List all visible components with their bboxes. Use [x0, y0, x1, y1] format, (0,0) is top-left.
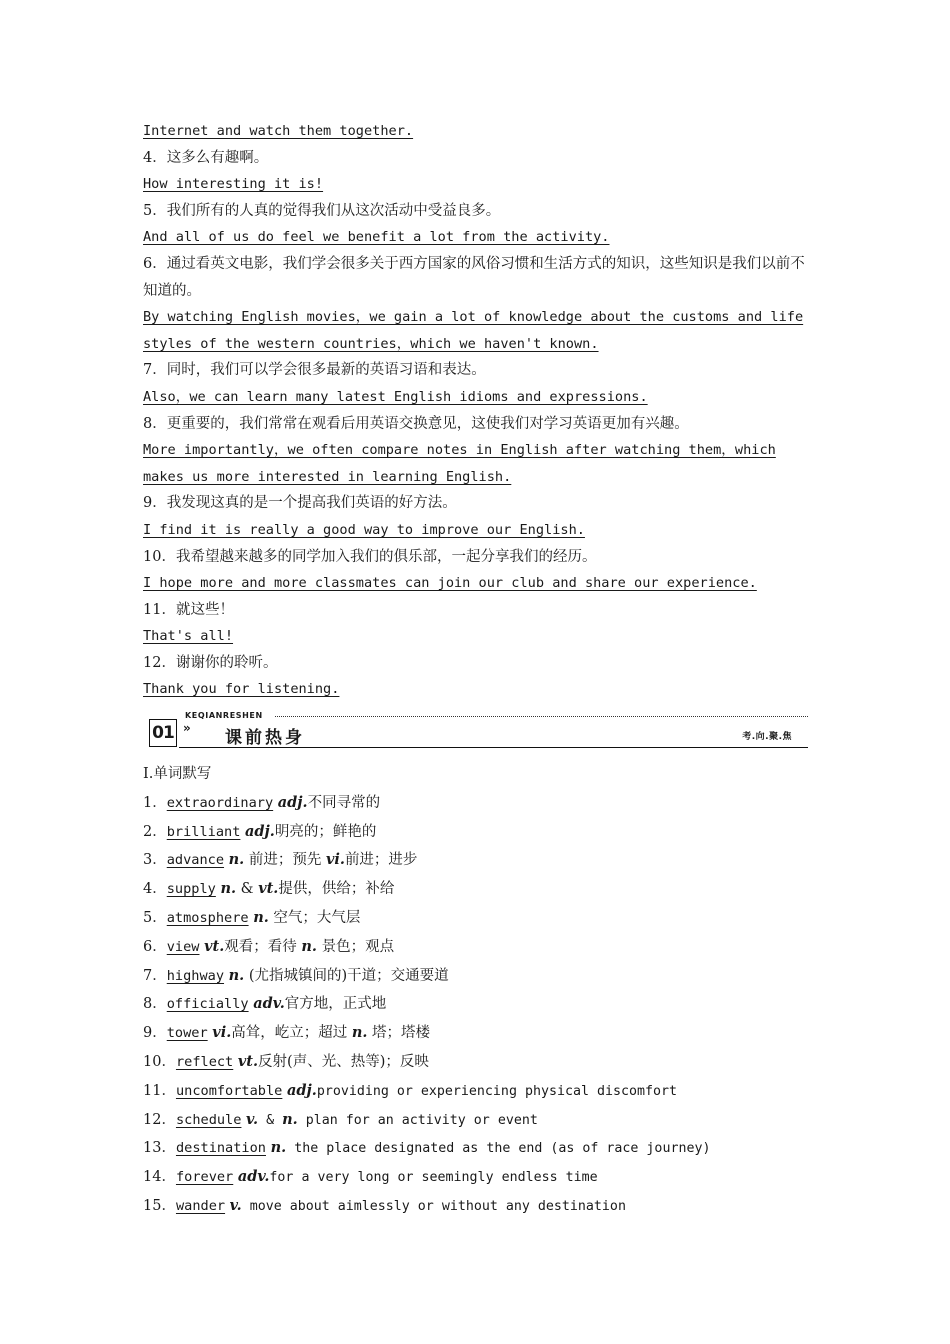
vocab-item: 14．forever adv.for a very long or seemingly endless time	[143, 1168, 598, 1186]
sentence-8-answer: More importantly，we often compare notes in English after watching them，which makes us more interested in learning English.	[143, 442, 776, 485]
vocab-item: 4．supply n. & vt.提供，供给；补给	[143, 880, 395, 898]
vocab-item: 9．tower vi.高耸，屹立；超过 n. 塔；塔楼	[143, 1024, 431, 1042]
sentence-12-prompt: 12．谢谢你的聆听。	[143, 654, 278, 671]
sentence-11-answer: That's all!	[143, 628, 234, 645]
section-header	[143, 713, 808, 749]
vocab-item: 10．reflect vt.反射(声、光、热等)；反映	[143, 1053, 429, 1071]
sentence-6-prompt: 6．通过看英文电影，我们学会很多关于西方国家的风俗习惯和生活方式的知识，这些知识是我们以前不知道的。	[143, 255, 805, 299]
vocab-item: 3．advance n. 前进；预先 vi.前进；进步	[143, 851, 418, 869]
sentence-answer: Internet and watch them together.	[143, 123, 414, 139]
sentence-9-answer: I find it is really a good way to improve our English.	[143, 521, 585, 538]
vocab-item: 7．highway n. (尤指城镇间的)干道；交通要道	[143, 966, 449, 984]
vocab-item: 12．schedule v. & n. plan for an activity or event	[143, 1110, 538, 1128]
sentence-3-continuation	[143, 118, 808, 145]
sentence-7-answer: Also，we can learn many latest English idioms and expressions.	[143, 388, 648, 405]
sentence-10-prompt: 10．我希望越来越多的同学加入我们的俱乐部，一起分享我们的经历。	[143, 548, 597, 565]
vocab-item: 8．officially adv.官方地，正式地	[143, 995, 387, 1013]
section-right-label: 考.向.聚.焦	[742, 732, 792, 743]
chevron-icon: »	[183, 721, 191, 736]
vocab-item: 2．brilliant adj.明亮的；鲜艳的	[143, 822, 377, 840]
sentence-7-prompt: 7．同时，我们可以学会很多最新的英语习语和表达。	[143, 362, 486, 379]
vocab-item: 6．view vt.观看；看待 n. 景色；观点	[143, 937, 395, 955]
vocab-item: 15．wander v. move about aimlessly or without any destination	[143, 1197, 626, 1215]
vocab-section	[143, 761, 808, 1221]
sentence-6-answer: By watching English movies，we gain a lot of knowledge about the customs and lifestyles of the western countries，which we haven't known.	[143, 309, 804, 352]
sentence-4-answer: How interesting it is!	[143, 176, 324, 193]
sentence-12-answer: Thank you for listening.	[143, 681, 340, 698]
sentence-9-prompt: 9．我发现这真的是一个提高我们英语的好方法。	[143, 495, 457, 512]
sentence-11-prompt: 11．就这些！	[143, 601, 234, 618]
document-page	[143, 118, 808, 1221]
vocab-item: 1．extraordinary adj.不同寻常的	[143, 793, 381, 811]
section-dotted-rule	[275, 716, 808, 717]
vocab-item: 11．uncomfortable adj.providing or experiencing physical discomfort	[143, 1081, 678, 1099]
sentence-10-answer: I hope more and more classmates can join our club and share our experience.	[143, 575, 757, 592]
section-pinyin: KEQIANRESHEN	[185, 711, 263, 721]
sentence-4-prompt: 4．这多么有趣啊。	[143, 149, 269, 166]
sentence-5-prompt: 5．我们所有的人真的觉得我们从这次活动中受益良多。	[143, 202, 501, 219]
vocab-item: 5．atmosphere n. 空气；大气层	[143, 909, 361, 927]
section-title: 课前热身	[225, 728, 305, 749]
vocab-item: 13．destination n. the place designated as the end (as of race journey)	[143, 1139, 711, 1157]
vocab-heading: Ⅰ.单词默写	[143, 766, 212, 783]
sentence-5-answer: And all of us do feel we benefit a lot from the activity.	[143, 229, 610, 246]
sentence-8-prompt: 8．更重要的，我们常常在观看后用英语交换意见，这使我们对学习英语更加有兴趣。	[143, 415, 689, 432]
section-number: 01	[149, 719, 177, 747]
section-underline	[179, 747, 808, 748]
